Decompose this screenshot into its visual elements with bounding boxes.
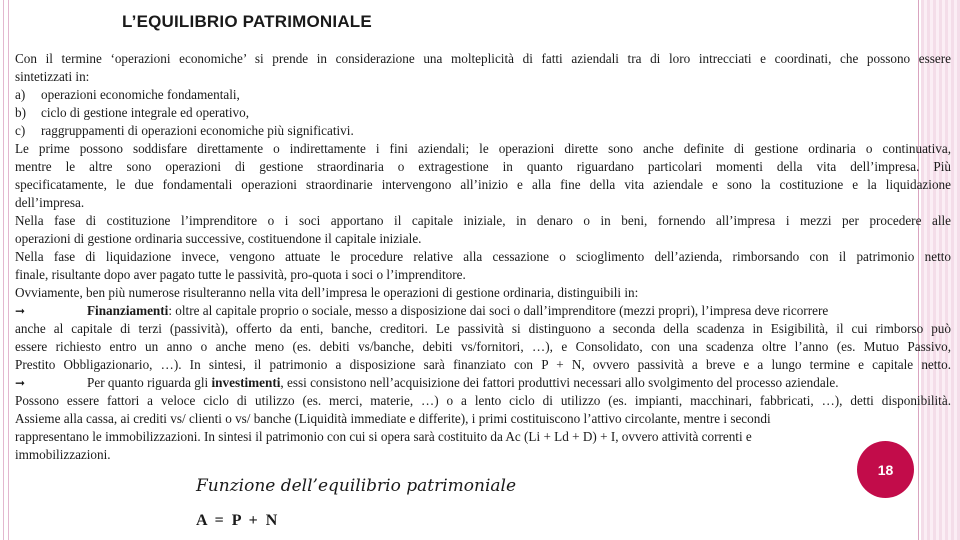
body-line: operazioni di gestione ordinaria successive, costituendone il capitale iniziale. [15, 231, 422, 246]
list-item [15, 122, 951, 140]
bullet-bold: Finanziamenti [87, 303, 169, 318]
bullet-bold: investimenti [211, 375, 281, 390]
arrow-right-icon: ➞ [15, 304, 26, 318]
body-line: rappresentano le immobilizzazioni. In sintesi il patrimonio con cui si opera sarà costituito da Ac (Li + Ld + D) + I, ovvero attività correnti e [15, 429, 752, 444]
body-line: dell’impresa. [15, 195, 85, 210]
body-line: anche al capitale di terzi (passività), offerto da enti, banche, creditori. Le passività si distinguono a seconda della scadenza in Esigibilità, il cui rimborso può [15, 321, 951, 336]
slide-body [15, 50, 951, 464]
body-line: essere richiesto entro un anno o anche meno (es. debiti vs/banche, debiti vs/fornitori, …), e Consolidato, con una scadenza oltre l’anno (es. Mutuo Passivo, [15, 339, 951, 354]
intro-line: Con il termine ‘operazioni economiche’ si prende in considerazione una molteplicità di fatti aziendali tra di loro intrecciati e coordinati, che possono essere [15, 51, 951, 66]
body-line: specificatamente, le due fondamentali operazioni straordinarie intervengono all’inizio e alla fine della vita aziendale e sono la costituzione e la liquidazione [15, 177, 951, 192]
body-line: Ovviamente, ben più numerose risulteranno nella vita dell’impresa le operazioni di gestione ordinaria, distinguibili in: [15, 285, 639, 300]
section-subtitle: Funzione dell’equilibrio patrimoniale [196, 476, 517, 496]
slide-title: L’EQUILIBRIO PATRIMONIALE [122, 12, 372, 31]
list-text: operazioni economiche fondamentali, [41, 87, 240, 102]
body-line: Nella fase di liquidazione invece, vengono attuate le procedure relative alla cessazione o scioglimento dell’azienda, rimborsando con il patrimonio netto [15, 249, 951, 264]
list-item [15, 104, 951, 122]
intro-line: sintetizzati in: [15, 69, 90, 84]
equilibrium-formula: A = P + N [196, 512, 280, 529]
left-frame-border [3, 0, 9, 540]
list-label: c) [15, 123, 26, 138]
body-line: Possono essere fattori a veloce ciclo di utilizzo (es. merci, materie, …) o a lento ciclo di utilizzo (es. impianti, macchinari, fabbricati, …), detti disponibilità. [15, 393, 951, 408]
list-label: b) [15, 105, 26, 120]
bullet-text: Per quanto riguarda gli [87, 375, 212, 390]
arrow-right-icon: ➞ [15, 376, 26, 390]
body-line: finale, risultante dopo aver pagato tutte le passività, pro-quota i soci o l’imprenditore. [15, 267, 466, 282]
page-number-badge: 18 [857, 441, 914, 498]
body-line: immobilizzazioni. [15, 447, 111, 462]
bullet-text: : oltre al capitale proprio o sociale, messo a disposizione dai soci o dall’imprenditore (mezzi propri), l’impresa deve ricorrere [168, 303, 829, 318]
body-line: Nella fase di costituzione l’imprenditore o i soci apportano il capitale iniziale, in denaro o in beni, fornendo all’impresa i mezzi per procedere alle [15, 213, 951, 228]
list-item [15, 86, 951, 104]
bullet-text: , essi consistono nell’acquisizione dei fattori produttivi necessari allo svolgimento del processo aziendale. [280, 375, 839, 390]
list-label: a) [15, 87, 26, 102]
body-line: Prestito Obbligazionario, …). In sintesi, il patrimonio a disposizione sarà finanziato con P + N, ovvero passività a breve e a lungo termine e capitale netto. [15, 357, 951, 372]
bullet-financing [15, 302, 951, 320]
body-line: Le prime possono soddisfare direttamente o indirettamente i fini aziendali; le operazioni dirette sono anche definite di gestione ordinaria o continuativa, [15, 141, 951, 156]
bullet-investments [15, 374, 951, 392]
body-line: mentre le altre sono operazioni di gestione straordinaria o extragestione in quanto riguardano particolari momenti della vita dell’impresa. Più [15, 159, 951, 174]
body-line: Assieme alla cassa, ai crediti vs/ clienti o vs/ banche (Liquidità immediate e differite), i primi costituiscono l’attivo circolante, mentre i secondi [15, 411, 771, 426]
list-text: ciclo di gestione integrale ed operativo, [41, 105, 249, 120]
list-text: raggruppamenti di operazioni economiche più significativi. [41, 123, 354, 138]
